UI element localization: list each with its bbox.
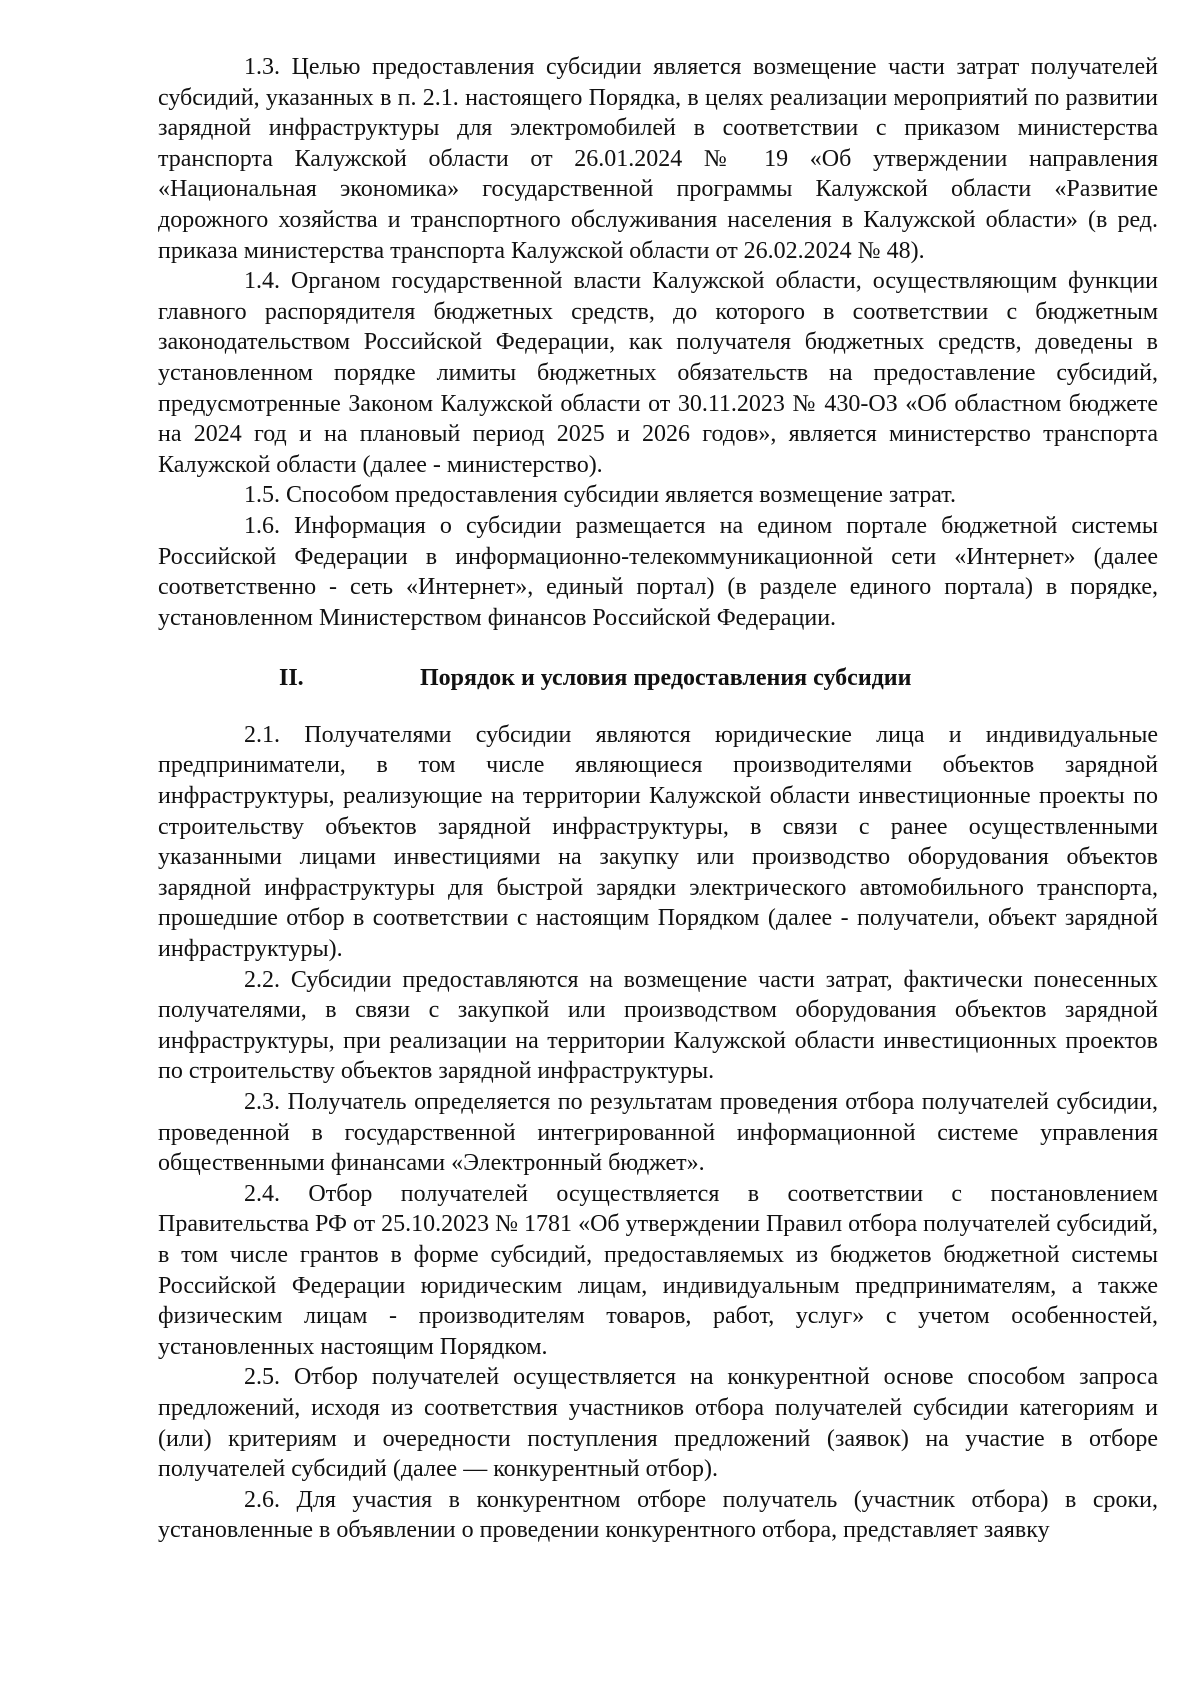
paragraph-text: Информация о субсидии размещается на едином портале бюджетной системы Российской Федерации в информационно-телекоммуникационной сети «Интернет» (далее соответственно - сеть «Интернет», единый портал) (в разделе единого портала) в порядке, установленном Министерством финансов Российской Федерации.	[158, 512, 1159, 631]
paragraph-number: 1.6.	[244, 512, 280, 539]
paragraph-number: 2.4.	[244, 1180, 280, 1207]
paragraph-text: Целью предоставления субсидии является возмещение части затрат получателей субсидий, указанных в п. 2.1. настоящего Порядка, в целях реализации мероприятий по развитии зарядной инфраструктуры для электромобилей в соответствии с приказом министерства транспорта Калужской области от 26.01.2024 № 19 «Об утверждении направления «Национальная экономика» государственной программы Калужской области «Развитие дорожного хозяйства и транспортного обслуживания населения в Калужской области» (в ред. приказа министерства транспорта Калужской области от 26.02.2024 № 48).	[158, 54, 1159, 264]
paragraph-text: Получателями субсидии являются юридические лица и индивидуальные предприниматели, в том числе являющиеся производителями объектов зарядной инфраструктуры, реализующие на территории Калужской области инвестиционные проекты по строительству объектов зарядной инфраструктуры, в связи с ранее осуществленными указанными лицами инвестициями на закупку или производство оборудования объектов зарядной инфраструктуры для быстрой зарядки электрического автомобильного транспорта, прошедшие отбор в соответствии с настоящим Порядком (далее - получатели, объект зарядной инфраструктуры).	[158, 721, 1158, 963]
paragraph-number: 1.5.	[244, 482, 280, 509]
paragraph-number: 2.3.	[244, 1089, 280, 1115]
paragraph-1-3	[158, 52, 1158, 266]
paragraph-2-5	[158, 1362, 1158, 1484]
paragraph-number: 2.6.	[244, 1486, 280, 1513]
paragraph-1-6	[158, 511, 1158, 633]
section-number: II.	[279, 665, 304, 692]
paragraph-number: 2.5.	[244, 1364, 280, 1391]
paragraph-text: Органом государственной власти Калужской области, осуществляющим функции главного распорядителя бюджетных средств, до которого в соответствии с бюджетным законодательством Российской Федерации, как получателя бюджетных средств, доведены в установленном порядке лимиты бюджетных обязательств на предоставление субсидий, предусмотренные Законом Калужской области от 30.11.2023 № 430-ОЗ «Об областном бюджете на 2024 год и на плановый период 2025 и 2026 годов», является министерство транспорта Калужской области (далее - министерство).	[158, 268, 1159, 478]
paragraph-text: Способом предоставления субсидии является возмещение затрат.	[286, 482, 956, 509]
paragraph-text: Отбор получателей осуществляется в соответствии с постановлением Правительства РФ от 25.10.2023 № 1781 «Об утверждении Правил отбора получателей субсидий, в том числе грантов в форме субсидий, предоставляемых из бюджетов бюджетной системы Российской Федерации юридическим лицам, индивидуальным предпринимателям, а также физическим лицам - производителям товаров, работ, услуг» с учетом особенностей, установленных настоящим Порядком.	[158, 1180, 1159, 1360]
document-page	[158, 52, 1158, 1546]
paragraph-text: Получатель определяется по результатам проведения отбора получателей субсидии, проведенной в государственной интегрированной информационной системе управления общественными финансами «Электронный бюджет».	[158, 1089, 1158, 1177]
paragraph-2-4	[158, 1179, 1158, 1363]
paragraph-text: Субсидии предоставляются на возмещение части затрат, фактически понесенных получателями, в связи с закупкой или производством оборудования объектов зарядной инфраструктуры, при реализации на территории Калужской области инвестиционных проектов по строительству объектов зарядной инфраструктуры.	[158, 966, 1158, 1085]
paragraph-number: 2.1.	[244, 721, 280, 748]
paragraph-2-3	[158, 1087, 1158, 1179]
paragraph-1-4	[158, 266, 1158, 480]
section-title: Порядок и условия предоставления субсидии	[420, 665, 912, 692]
paragraph-text: Для участия в конкурентном отборе получатель (участник отбора) в сроки, установленные в объявлении о проведении конкурентного отбора, представляет заявку	[158, 1486, 1158, 1544]
paragraph-2-6	[158, 1485, 1158, 1546]
section-heading	[158, 663, 1158, 694]
paragraph-text: Отбор получателей осуществляется на конкурентной основе способом запроса предложений, исходя из соответствия участников отбора получателей субсидии категориям и (или) критериям и очередности поступления предложений (заявок) на участие в отборе получателей субсидий (далее — конкурентный отбор).	[158, 1364, 1159, 1483]
paragraph-number: 2.2.	[244, 966, 280, 993]
paragraph-2-2	[158, 965, 1158, 1087]
paragraph-number: 1.3.	[244, 54, 280, 80]
paragraph-1-5	[158, 480, 1158, 511]
paragraph-2-1	[158, 720, 1158, 965]
paragraph-number: 1.4.	[244, 268, 280, 295]
